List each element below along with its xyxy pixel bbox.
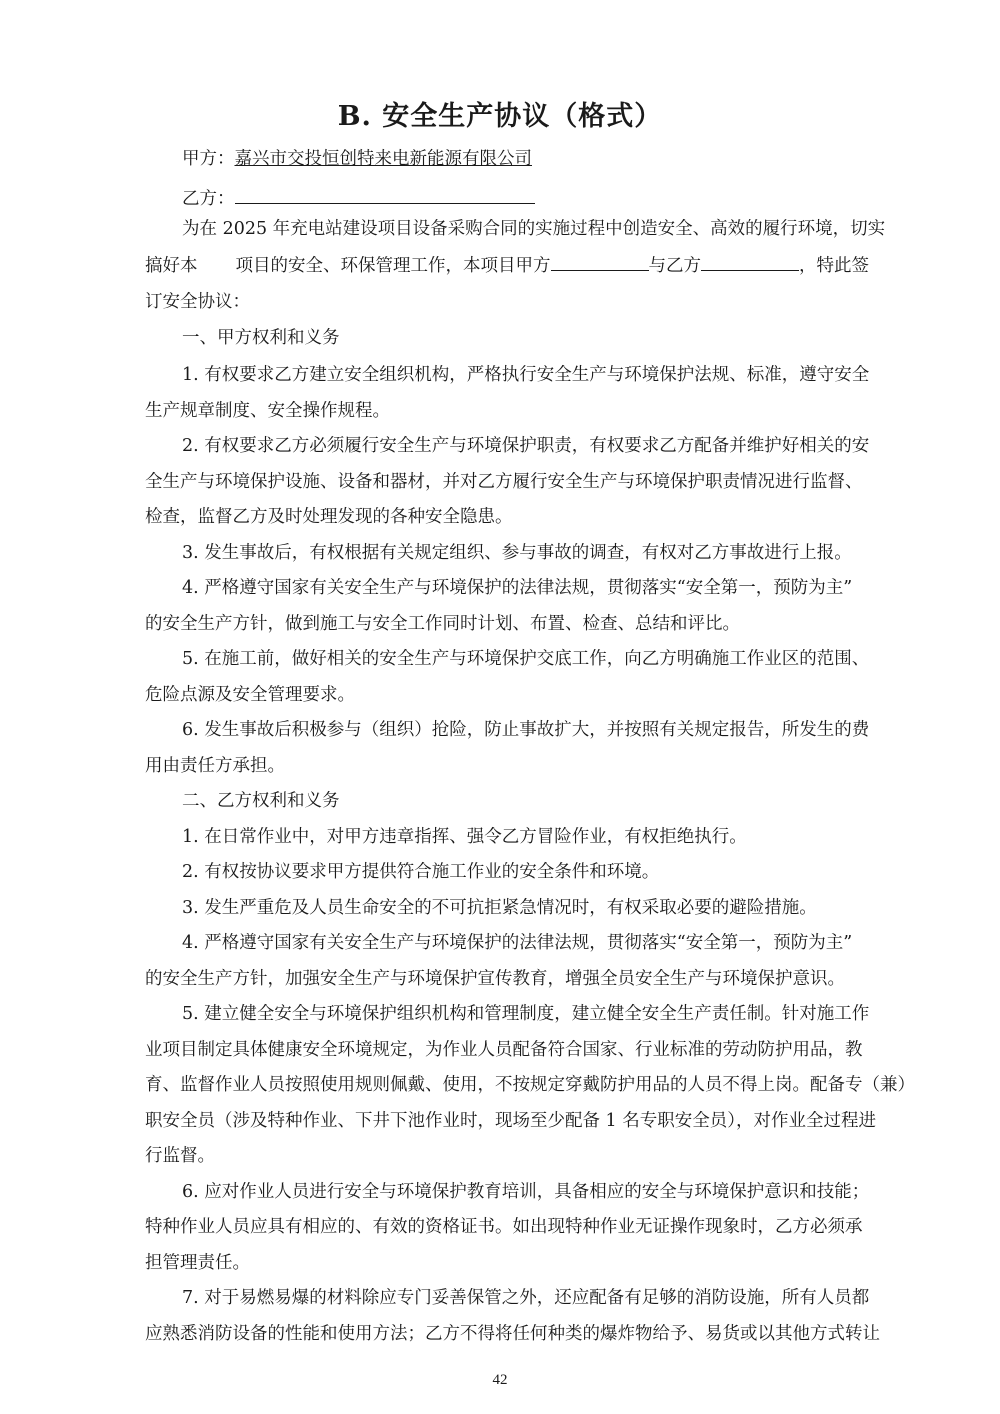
party-a-blank (551, 252, 649, 271)
s1-item5-line: 危险点源及安全管理要求。 (145, 685, 355, 705)
party-b-line (182, 184, 882, 214)
intro-line-2 (145, 251, 885, 281)
section2-heading: 二、乙方权利和义务 (182, 791, 340, 811)
s2-item4-line: 4. 严格遵守国家有关安全生产与环境保护的法律法规，贯彻落实“安全第一，预防为主” (182, 933, 853, 953)
s1-item6-line: 用由责任方承担。 (145, 756, 285, 776)
intro-2a: 搞好本 (145, 256, 198, 276)
s1-item5-line: 5. 在施工前，做好相关的安全生产与环境保护交底工作，向乙方明确施工作业区的范围、 (182, 649, 870, 669)
intro-line-1: 为在 2025 年充电站建设项目设备采购合同的实施过程中创造安全、高效的履行环境，切实 (182, 219, 886, 239)
s1-item3-line: 3. 发生事故后，有权根据有关规定组织、参与事故的调查，有权对乙方事故进行上报。 (182, 543, 852, 563)
party-b-label: 乙方： (182, 189, 235, 209)
s2-item5-line: 5. 建立健全安全与环境保护组织机构和管理制度，建立健全安全生产责任制。针对施工作 (182, 1004, 870, 1024)
page-title: B. 安全生产协议（格式） (337, 101, 663, 132)
s2-item5-line: 育、监督作业人员按照使用规则佩戴、使用，不按规定穿戴防护用品的人员不得上岗。配备专（兼） (145, 1075, 915, 1095)
s1-item6-line: 6. 发生事故后积极参与（组织）抢险，防止事故扩大，并按照有关规定报告，所发生的费 (182, 720, 870, 740)
s2-item1-line: 1. 在日常作业中，对甲方违章指挥、强令乙方冒险作业，有权拒绝执行。 (182, 827, 747, 847)
s1-item2-line: 全生产与环境保护设施、设备和器材，并对乙方履行安全生产与环境保护职责情况进行监督、 (145, 472, 863, 492)
party-b-blank (235, 185, 535, 204)
party-a-line (182, 144, 882, 174)
s1-item4-line: 的安全生产方针，做到施工与安全工作同时计划、布置、检查、总结和评比。 (145, 614, 740, 634)
s1-item4-line: 4. 严格遵守国家有关安全生产与环境保护的法律法规，贯彻落实“安全第一，预防为主” (182, 578, 853, 598)
party-b-blank-2 (701, 252, 799, 271)
s1-item2-line: 检查，监督乙方及时处理发现的各种安全隐患。 (145, 507, 513, 527)
s2-item4-line: 的安全生产方针，加强安全生产与环境保护宣传教育，增强全员安全生产与环境保护意识。 (145, 969, 845, 989)
s1-item1-line: 生产规章制度、安全操作规程。 (145, 401, 390, 421)
s1-item1-line: 1. 有权要求乙方建立安全组织机构，严格执行安全生产与环境保护法规、标准，遵守安全 (182, 365, 870, 385)
party-a-name: 嘉兴市交投恒创特来电新能源有限公司 (234, 149, 532, 169)
s2-item5-line: 行监督。 (145, 1146, 215, 1166)
intro-line-3: 订安全协议： (145, 292, 250, 312)
s2-item3-line: 3. 发生严重危及人员生命安全的不可抗拒紧急情况时，有权采取必要的避险措施。 (182, 898, 817, 918)
s2-item5-line: 职安全员（涉及特种作业、下井下池作业时，现场至少配备 1 名专职安全员），对作业全过程进 (145, 1111, 877, 1131)
s2-item6-line: 特种作业人员应具有相应的、有效的资格证书。如出现特种作业无证操作现象时，乙方必须承 (145, 1217, 863, 1237)
section1-heading: 一、甲方权利和义务 (182, 328, 340, 348)
s2-item2-line: 2. 有权按协议要求甲方提供符合施工作业的安全条件和环境。 (182, 862, 660, 882)
s2-item7-line: 应熟悉消防设备的性能和使用方法；乙方不得将任何种类的爆炸物给予、易货或以其他方式转让 (145, 1324, 880, 1344)
s2-item6-line: 担管理责任。 (145, 1253, 250, 1273)
s2-item6-line: 6. 应对作业人员进行安全与环境保护教育培训，具备相应的安全与环境保护意识和技能； (182, 1182, 870, 1202)
s2-item5-line: 业项目制定具体健康安全环境规定，为作业人员配备符合国家、行业标准的劳动防护用品，教 (145, 1040, 863, 1060)
s2-item7-line: 7. 对于易燃易爆的材料除应专门妥善保管之外，还应配备有足够的消防设施，所有人员都 (182, 1288, 870, 1308)
page-number: 42 (492, 1372, 508, 1388)
party-a-label: 甲方： (182, 149, 235, 169)
intro-2d: ，特此签 (799, 256, 869, 276)
s1-item2-line: 2. 有权要求乙方必须履行安全生产与环境保护职责，有权要求乙方配备并维护好相关的安 (182, 436, 870, 456)
intro-2c: 与乙方 (648, 256, 701, 276)
intro-2b: 项目的安全、环保管理工作，本项目甲方 (235, 256, 551, 276)
